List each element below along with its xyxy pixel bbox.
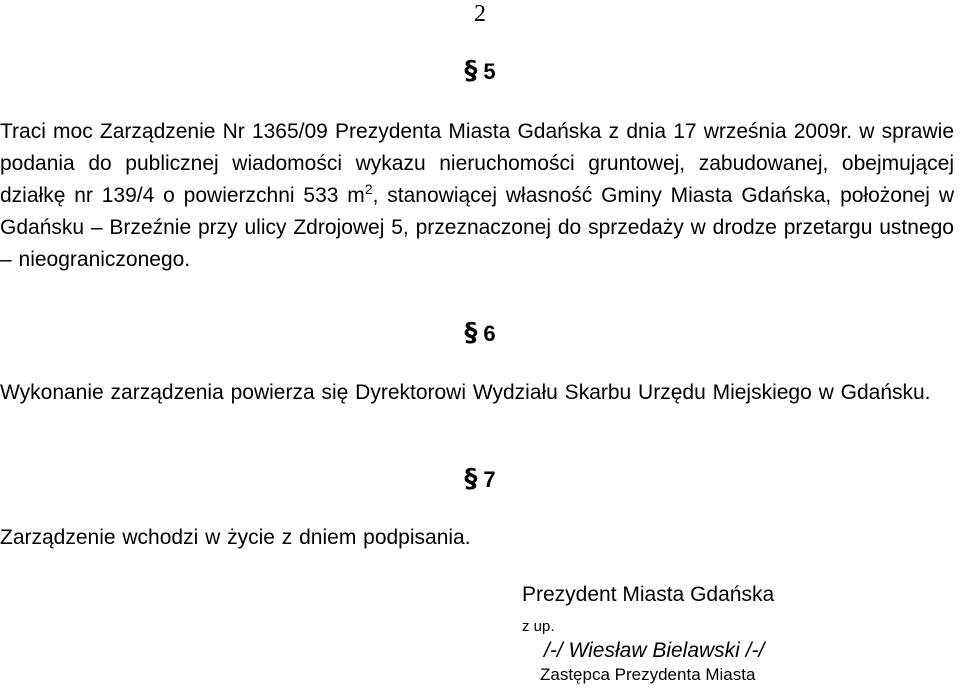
signature-z-up: z up. <box>522 618 555 635</box>
section-5-text <box>0 116 954 276</box>
section-7-text: Zarządzenie wchodzi w życie z dniem podpisania. <box>0 526 471 549</box>
signature-name: /-/ Wiesław Bielawski /-/ <box>544 639 765 662</box>
section-5-text-rest: , stanowiącej własność Gminy Miasta Gdańska, położonej w Gdańsku – Brzeźnie przy ulicy Zdrojowej 5, przeznaczonej do sprzedaży w drodze przetargu ustnego – nieograniczonego. <box>0 184 954 271</box>
section-symbol: § <box>464 318 478 348</box>
section-number: 5 <box>483 59 496 84</box>
section-5-heading <box>0 58 960 85</box>
superscript: 2 <box>364 181 373 197</box>
signature-block <box>522 582 774 686</box>
section-5-text-main: Traci moc Zarządzenie Nr 1365/09 Prezydenta Miasta Gdańska z dnia 17 września 2009r. w sprawie podania do publicznej wiadomości wykazu nieruchomości gruntowej, zabudowanej, obejmującej działkę nr 139/4 o powierzchni 533 m <box>0 120 954 207</box>
section-symbol: § <box>464 56 478 86</box>
section-6-text: Wykonanie zarządzenia powierza się Dyrektorowi Wydziału Skarbu Urzędu Miejskiego w Gdańsku. <box>0 381 931 404</box>
section-7-heading <box>0 466 960 493</box>
signature-role: Zastępca Prezydenta Miasta <box>540 665 756 684</box>
section-number: 7 <box>483 467 496 492</box>
page-number: 2 <box>474 1 486 27</box>
section-symbol: § <box>464 464 478 494</box>
section-6-heading <box>0 320 960 347</box>
section-number: 6 <box>483 321 496 346</box>
signature-title: Prezydent Miasta Gdańska <box>522 583 775 606</box>
